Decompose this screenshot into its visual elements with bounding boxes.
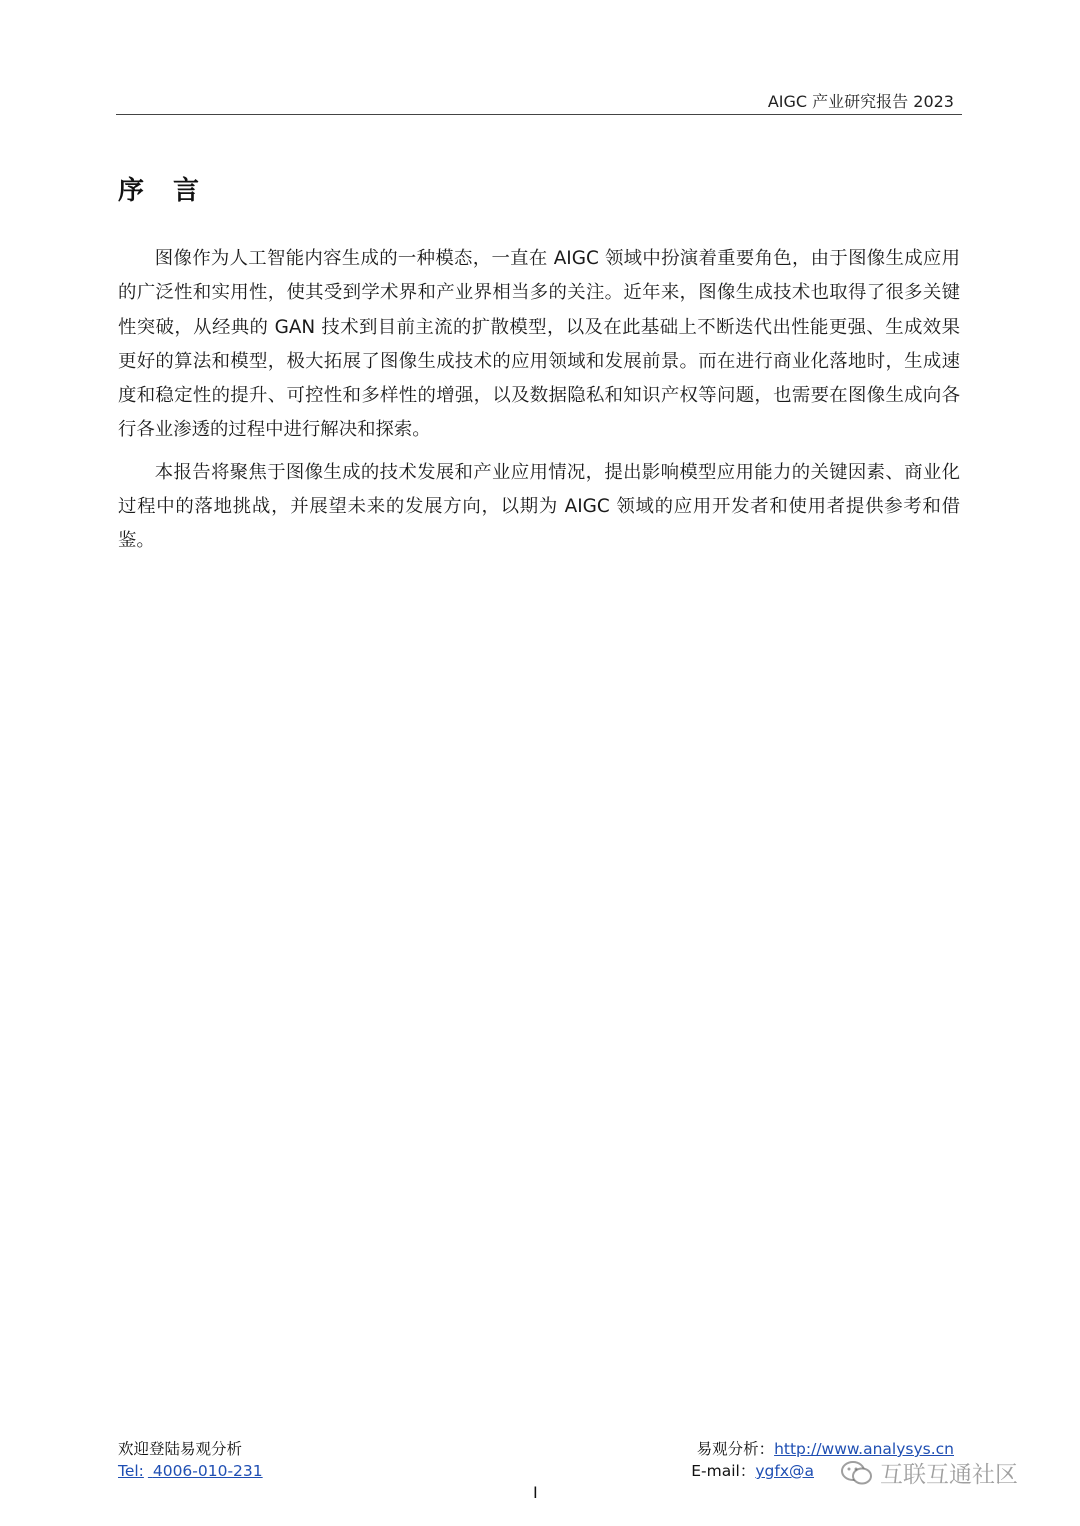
tel-label: Tel:	[118, 1462, 144, 1480]
tel-number: 4006-010-231	[152, 1462, 263, 1480]
preface-body	[118, 242, 960, 567]
site-label: 易观分析：	[696, 1440, 775, 1458]
welcome-text: 欢迎登陆易观分析	[118, 1440, 243, 1458]
page-number: I	[533, 1483, 538, 1502]
email-link[interactable]: ygfx@a	[755, 1462, 814, 1480]
wechat-icon	[840, 1459, 874, 1487]
watermark-text: 互联互通社区	[880, 1462, 1018, 1488]
tel-link[interactable]	[118, 1460, 267, 1482]
site-link[interactable]: http://www.analysys.cn	[774, 1440, 954, 1458]
section-heading: 序 言	[118, 176, 210, 206]
footer-left	[118, 1438, 267, 1482]
email-label: E-mail：	[691, 1462, 756, 1480]
watermark	[840, 1456, 1018, 1489]
paragraph-1: 图像作为人工智能内容生成的一种模态，一直在 AIGC 领域中扮演着重要角色，由于图像生成应用的广泛性和实用性，使其受到学术界和产业界相当多的关注。近年来，图像生成技术也取得了很多关键性突破，从经典的 GAN 技术到目前主流的扩散模型，以及在此基础上不断迭代出性能更强、生成效果更好的算法和模型，极大拓展了图像生成技术的应用领域和发展前景。而在进行商业化落地时，生成速度和稳定性的提升、可控性和多样性的增强，以及数据隐私和知识产权等问题，也需要在图像生成向各行各业渗透的过程中进行解决和探索。	[118, 248, 960, 441]
paragraph-2: 本报告将聚焦于图像生成的技术发展和产业应用情况，提出影响模型应用能力的关键因素、商业化过程中的落地挑战，并展望未来的发展方向，以期为 AIGC 领域的应用开发者和使用者提供参考和借鉴。	[118, 461, 960, 552]
page-header	[116, 88, 962, 115]
report-title: AIGC 产业研究报告 2023	[767, 92, 954, 111]
